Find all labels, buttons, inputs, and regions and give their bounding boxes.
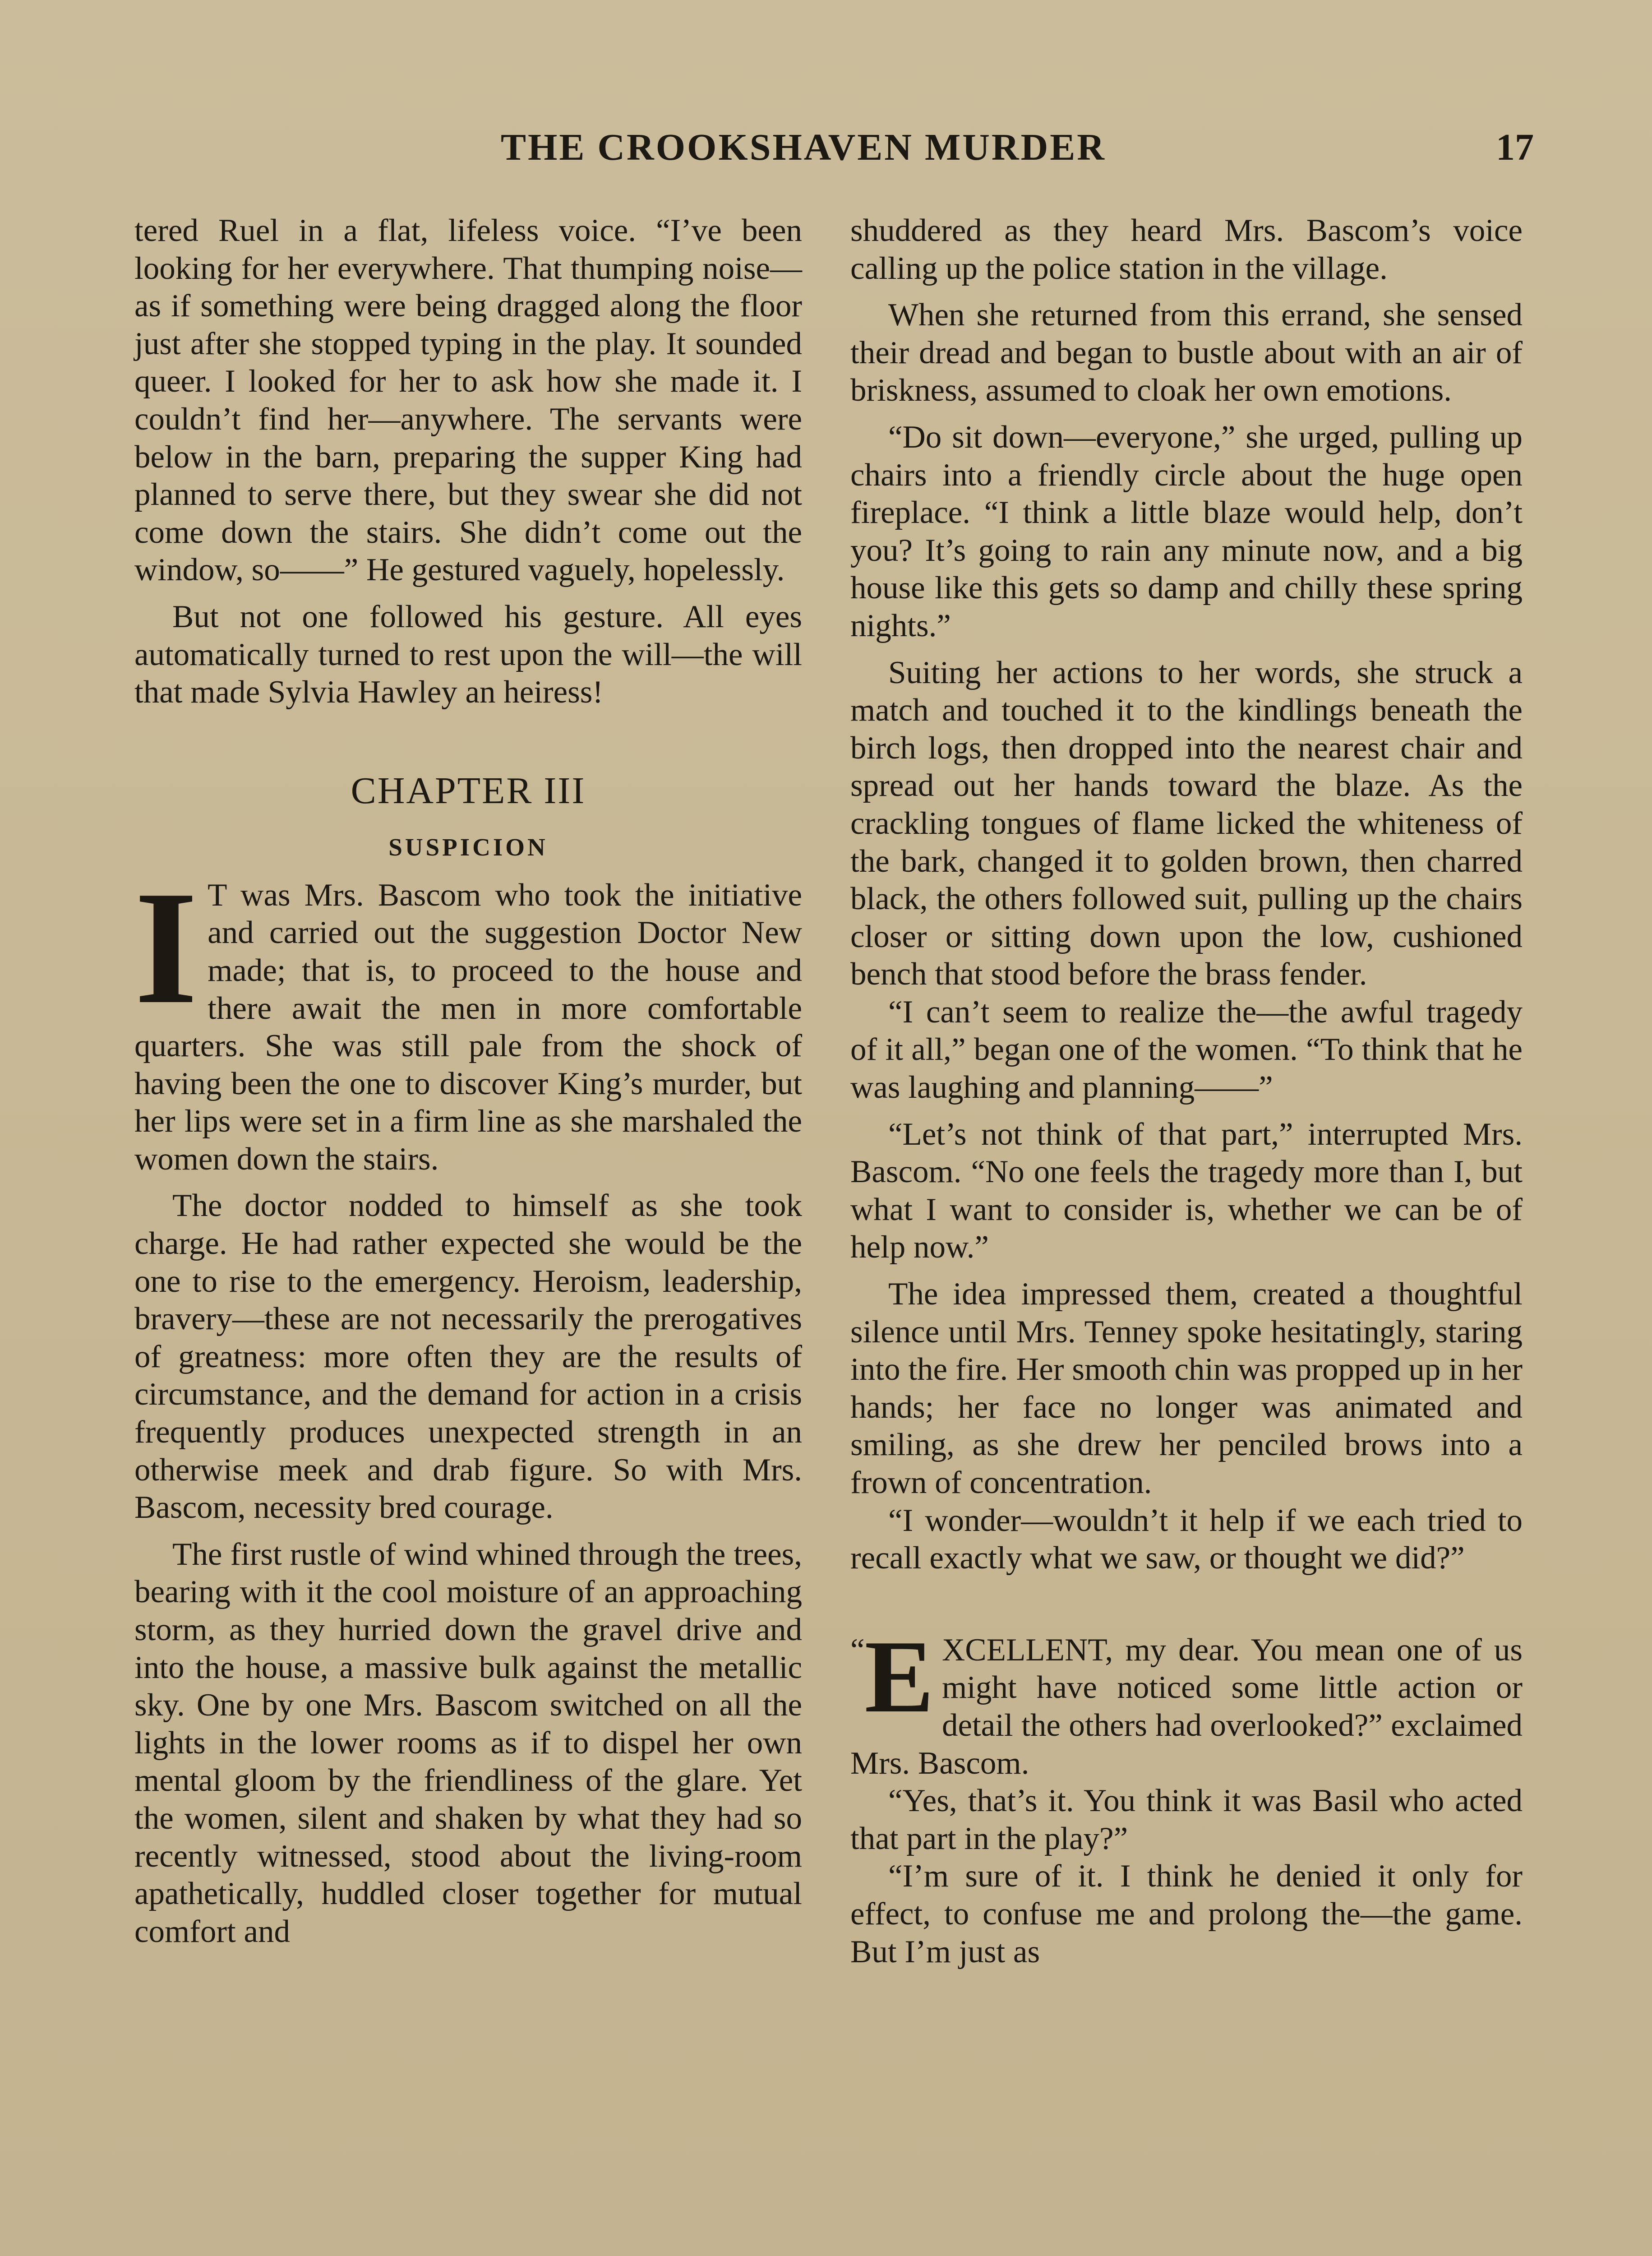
chapter-opening-paragraph bbox=[134, 857, 802, 1179]
chapter-subtitle: SUSPICION bbox=[388, 833, 548, 861]
paragraph: The idea impressed them, created a thoughtful silence until Mrs. Tenney spoke hesitatingly, staring into the fire. Her smooth chin was propped up in her hands; her face no longer was animated and smiling, as she drew her penciled brows into a frown of concentration. bbox=[850, 1276, 1523, 1500]
paragraph-text: XCELLENT, my dear. You mean one of us might have noticed some little action or detail the others had overlooked?” exclaimed Mrs. Bascom. bbox=[850, 1632, 1523, 1781]
paragraph: tered Ruel in a flat, lifeless voice. “I’ve been looking for her everywhere. That thumping noise—as if something were being dragged along the floor just after she stopped typing in the play. It sounded queer. I looked for her to ask how she made it. I couldn’t find her—anywhere. The servants were below in the barn, preparing the supper King had planned to serve there, but they swear she did not come down the stairs. She didn’t come out the window, so——” He gestured vaguely, hopelessly. bbox=[134, 213, 802, 588]
page-number: 17 bbox=[1496, 126, 1534, 168]
paragraph: “Let’s not think of that part,” interrupted Mrs. Bascom. “No one feels the tragedy more than I, but what I want to consider is, whether we can be of help now.” bbox=[850, 1116, 1523, 1265]
paragraph: “I’m sure of it. I think he denied it only for effect, to confuse me and prolong the—the game. But I’m just as bbox=[850, 1858, 1523, 1969]
left-column bbox=[134, 212, 802, 1951]
paragraph: But not one followed his gesture. All eyes automatically turned to rest upon the will—the will that made Sylvia Hawley an heiress! bbox=[134, 599, 802, 710]
section-opening-paragraph bbox=[850, 1618, 1523, 1782]
paragraph: shuddered as they heard Mrs. Bascom’s voice calling up the police station in the village. bbox=[850, 213, 1523, 286]
paragraph: “I can’t seem to realize the—the awful tragedy of it all,” began one of the women. “To think that he was laughing and planning——” bbox=[850, 994, 1523, 1105]
paragraph: The doctor nodded to himself as she took charge. He had rather expected she would be the one to rise to the emergency. Heroism, leadership, bravery—these are not necessarily the prerogatives of greatness: more often they are the results of circumstance, and the demand for action in a crisis frequently produces unexpected strength in an otherwise meek and drab figure. So with Mrs. Bascom, necessity bred courage. bbox=[134, 1188, 802, 1526]
paragraph: “Do sit down—everyone,” she urged, pulling up chairs into a friendly circle about the huge open fireplace. “I think a little blaze would help, don’t you? It’s going to rain any minute now, and a big house like this gets so damp and chilly these spring nights.” bbox=[850, 419, 1523, 643]
chapter-title: CHAPTER III bbox=[351, 769, 586, 812]
paragraph-text: T was Mrs. Bascom who took the initiative and carried out the suggestion Doctor New made; that is, to proceed to the house and there await the men in more comfortable quarters. She was still pale from the shock of having been the one to discover King’s murder, but her lips were set in a firm line as she marshaled the women down the stairs. bbox=[134, 877, 802, 1177]
drop-cap: I bbox=[134, 857, 198, 1037]
paragraph: “I wonder—wouldn’t it help if we each tried to recall exactly what we saw, or thought we did?” bbox=[850, 1502, 1523, 1576]
drop-cap: E bbox=[864, 1618, 934, 1734]
paragraph: “Yes, that’s it. You think it was Basil who acted that part in the play?” bbox=[850, 1783, 1523, 1856]
running-title: THE CROOKSHAVEN MURDER bbox=[501, 126, 1106, 168]
paragraph: When she returned from this errand, she sensed their dread and began to bustle about with an air of briskness, assumed to cloak her own emotions. bbox=[850, 297, 1523, 408]
paragraph: The first rustle of wind whined through the trees, bearing with it the cool moisture of an approaching storm, as they hurried down the gravel drive and into the house, a massive bulk against the metallic sky. One by one Mrs. Bascom switched on all the lights in the lower rooms as if to dispel her own mental gloom by the friendliness of the glare. Yet the women, silent and shaken by what they had so recently witnessed, stood about the living-room apathetically, huddled closer together for mutual comfort and bbox=[134, 1536, 802, 1949]
running-head bbox=[135, 125, 1534, 175]
open-quote: “ bbox=[850, 1632, 865, 1668]
right-column bbox=[850, 212, 1523, 1971]
paragraph: Suiting her actions to her words, she struck a match and touched it to the kindlings beneath the birch logs, then dropped into the nearest chair and spread out her hands toward the blaze. As the crackling tongues of flame licked the whiteness of the bark, changed it to golden brown, then charred black, the others followed suit, pulling up the chairs closer or sitting down upon the low, cushioned bench that stood before the brass fender. bbox=[850, 655, 1523, 992]
